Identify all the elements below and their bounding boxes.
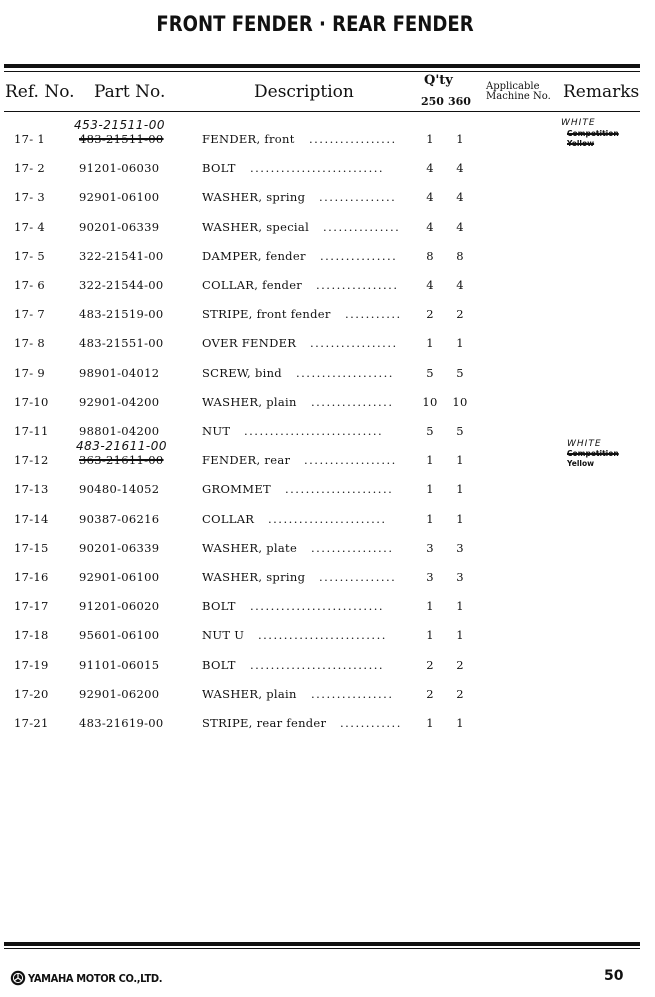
cell-ref-no: 17-18 bbox=[14, 628, 49, 642]
cell-description: BOLT bbox=[202, 658, 236, 672]
cell-part-no: 483-21619-00 bbox=[79, 716, 164, 730]
table-row bbox=[0, 161, 655, 181]
cell-qty-250: 10 bbox=[422, 395, 438, 409]
leader-dots: ............... bbox=[319, 570, 397, 584]
cell-part-no: 90480-14052 bbox=[79, 482, 160, 496]
cell-part-no: 91201-06030 bbox=[79, 161, 160, 175]
footer-company-name: YAMAHA MOTOR CO.,LTD. bbox=[28, 971, 163, 985]
yamaha-logo-icon bbox=[10, 970, 26, 986]
cell-ref-no: 17- 3 bbox=[14, 190, 45, 204]
cell-qty-250: 4 bbox=[426, 161, 434, 175]
cell-qty-250: 3 bbox=[426, 570, 434, 584]
cell-ref-no: 17-21 bbox=[14, 716, 49, 730]
cell-description: OVER FENDER bbox=[202, 336, 297, 350]
header-qty-250: 250 bbox=[421, 95, 444, 108]
cell-description: WASHER, plate bbox=[202, 541, 298, 555]
remark-line1-2: Competition bbox=[567, 449, 619, 458]
header-applicable-line1: Applicable bbox=[486, 81, 540, 92]
cell-qty-360: 1 bbox=[456, 132, 464, 146]
cell-qty-250: 1 bbox=[426, 599, 434, 613]
leader-dots: ........................... bbox=[244, 424, 384, 438]
cell-ref-no: 17-19 bbox=[14, 658, 49, 672]
header-part-no: Part No. bbox=[94, 82, 166, 102]
cell-qty-360: 5 bbox=[456, 366, 464, 380]
leader-dots: ............ bbox=[340, 716, 402, 730]
cell-part-no: 483-21551-00 bbox=[79, 336, 164, 350]
cell-qty-250: 2 bbox=[426, 687, 434, 701]
handwritten-part-17-1: 453-21511-00 bbox=[74, 118, 166, 132]
cell-description: WASHER, special bbox=[202, 220, 310, 234]
cell-qty-250: 1 bbox=[426, 336, 434, 350]
cell-ref-no: 17- 5 bbox=[14, 249, 45, 263]
cell-qty-360: 4 bbox=[456, 190, 464, 204]
cell-part-no: 92901-06100 bbox=[79, 570, 160, 584]
cell-qty-360: 8 bbox=[456, 249, 464, 263]
header-description: Description bbox=[254, 82, 354, 102]
table-row bbox=[0, 336, 655, 356]
cell-description: FENDER, front bbox=[202, 132, 295, 146]
bottom-rule-thick bbox=[4, 942, 640, 946]
leader-dots: ................ bbox=[311, 687, 394, 701]
leader-dots: ................ bbox=[311, 395, 394, 409]
cell-description: WASHER, spring bbox=[202, 570, 306, 584]
cell-part-no: 322-21544-00 bbox=[79, 278, 164, 292]
table-row bbox=[0, 366, 655, 386]
cell-part-no: 363-21611-00 bbox=[79, 453, 164, 467]
remark-line2-2: Yellow bbox=[567, 459, 595, 468]
cell-qty-250: 1 bbox=[426, 453, 434, 467]
cell-qty-360: 1 bbox=[456, 453, 464, 467]
cell-ref-no: 17- 8 bbox=[14, 336, 45, 350]
header-qty: Q'ty bbox=[424, 73, 453, 88]
cell-ref-no: 17-11 bbox=[14, 424, 49, 438]
table-row bbox=[0, 599, 655, 619]
remark-handwritten-1: WHITE bbox=[561, 118, 596, 128]
cell-description: WASHER, plain bbox=[202, 395, 297, 409]
remark-line1-1: Competition bbox=[567, 129, 619, 138]
table-row bbox=[0, 129, 655, 152]
cell-qty-360: 1 bbox=[456, 628, 464, 642]
cell-qty-360: 2 bbox=[456, 687, 464, 701]
cell-ref-no: 17-20 bbox=[14, 687, 49, 701]
leader-dots: ............... bbox=[323, 220, 401, 234]
leader-dots: ................. bbox=[310, 336, 398, 350]
cell-qty-250: 2 bbox=[426, 307, 434, 321]
table-row bbox=[0, 658, 655, 678]
cell-ref-no: 17-13 bbox=[14, 482, 49, 496]
leader-dots: ................ bbox=[311, 541, 394, 555]
page-title: FRONT FENDER · REAR FENDER bbox=[156, 12, 474, 36]
cell-part-no: 90201-06339 bbox=[79, 541, 160, 555]
cell-ref-no: 17-14 bbox=[14, 512, 49, 526]
table-row bbox=[0, 395, 655, 415]
cell-qty-250: 1 bbox=[426, 716, 434, 730]
cell-ref-no: 17- 7 bbox=[14, 307, 45, 321]
cell-part-no: 98801-04200 bbox=[79, 424, 160, 438]
cell-part-no: 92901-06100 bbox=[79, 190, 160, 204]
leader-dots: ..................... bbox=[285, 482, 394, 496]
table-row bbox=[0, 482, 655, 502]
remark-handwritten-2: WHITE bbox=[567, 439, 602, 449]
cell-description: COLLAR bbox=[202, 512, 255, 526]
leader-dots: .......................... bbox=[250, 599, 385, 613]
leader-dots: .......................... bbox=[250, 161, 385, 175]
leader-dots: ................... bbox=[296, 366, 394, 380]
table-row bbox=[0, 249, 655, 269]
cell-qty-250: 1 bbox=[426, 482, 434, 496]
table-row bbox=[0, 307, 655, 327]
cell-part-no: 92901-04200 bbox=[79, 395, 160, 409]
cell-ref-no: 17- 6 bbox=[14, 278, 45, 292]
handwritten-part-17-12: 483-21611-00 bbox=[76, 439, 168, 453]
cell-qty-360: 4 bbox=[456, 161, 464, 175]
cell-part-no: 90387-06216 bbox=[79, 512, 160, 526]
cell-description: BOLT bbox=[202, 599, 236, 613]
leader-dots: ................ bbox=[316, 278, 399, 292]
cell-ref-no: 17-16 bbox=[14, 570, 49, 584]
cell-description: DAMPER, fender bbox=[202, 249, 306, 263]
cell-qty-360: 2 bbox=[456, 658, 464, 672]
cell-qty-360: 4 bbox=[456, 220, 464, 234]
cell-ref-no: 17- 2 bbox=[14, 161, 45, 175]
cell-description: STRIPE, rear fender bbox=[202, 716, 327, 730]
table-row bbox=[0, 190, 655, 210]
cell-qty-250: 4 bbox=[426, 278, 434, 292]
cell-description: WASHER, spring bbox=[202, 190, 306, 204]
cell-description: BOLT bbox=[202, 161, 236, 175]
cell-part-no: 322-21541-00 bbox=[79, 249, 164, 263]
cell-qty-250: 1 bbox=[426, 628, 434, 642]
cell-qty-250: 1 bbox=[426, 132, 434, 146]
cell-ref-no: 17-17 bbox=[14, 599, 49, 613]
remark-line2-1: Yellow bbox=[567, 139, 595, 148]
leader-dots: .......................... bbox=[250, 658, 385, 672]
cell-description: SCREW, bind bbox=[202, 366, 282, 380]
cell-qty-250: 5 bbox=[426, 424, 434, 438]
table-row bbox=[0, 453, 655, 473]
cell-ref-no: 17- 1 bbox=[14, 132, 45, 146]
cell-description: GROMMET bbox=[202, 482, 271, 496]
cell-qty-360: 1 bbox=[456, 599, 464, 613]
header-qty-360: 360 bbox=[448, 95, 471, 108]
cell-qty-360: 1 bbox=[456, 482, 464, 496]
cell-qty-360: 1 bbox=[456, 512, 464, 526]
cell-description: WASHER, plain bbox=[202, 687, 297, 701]
cell-qty-250: 4 bbox=[426, 220, 434, 234]
table-row bbox=[0, 687, 655, 707]
cell-description: COLLAR, fender bbox=[202, 278, 303, 292]
leader-dots: ......................... bbox=[258, 628, 387, 642]
top-rule-thick bbox=[4, 64, 640, 68]
cell-ref-no: 17- 4 bbox=[14, 220, 45, 234]
leader-dots: .................. bbox=[304, 453, 397, 467]
footer-company bbox=[10, 968, 177, 988]
cell-part-no: 91201-06020 bbox=[79, 599, 160, 613]
cell-qty-360: 4 bbox=[456, 278, 464, 292]
bottom-rule-thin bbox=[4, 948, 640, 949]
cell-part-no: 98901-04012 bbox=[79, 366, 160, 380]
header-applicable bbox=[486, 82, 551, 102]
leader-dots: ............... bbox=[320, 249, 398, 263]
cell-part-no: 91101-06015 bbox=[79, 658, 160, 672]
cell-description: FENDER, rear bbox=[202, 453, 291, 467]
cell-qty-360: 2 bbox=[456, 307, 464, 321]
cell-qty-360: 5 bbox=[456, 424, 464, 438]
leader-dots: ................. bbox=[309, 132, 397, 146]
cell-qty-250: 4 bbox=[426, 190, 434, 204]
cell-part-no: 92901-06200 bbox=[79, 687, 160, 701]
header-applicable-line2: Machine No. bbox=[486, 91, 551, 102]
cell-qty-360: 1 bbox=[456, 716, 464, 730]
table-row bbox=[0, 220, 655, 240]
cell-qty-250: 5 bbox=[426, 366, 434, 380]
header-rule bbox=[4, 111, 640, 112]
cell-qty-360: 1 bbox=[456, 336, 464, 350]
cell-ref-no: 17-15 bbox=[14, 541, 49, 555]
header-ref-no: Ref. No. bbox=[5, 82, 75, 102]
top-rule-thin bbox=[4, 71, 640, 72]
page-number: 50 bbox=[604, 968, 624, 984]
table-row bbox=[0, 716, 655, 736]
header-remarks: Remarks bbox=[563, 82, 640, 102]
table-row bbox=[0, 541, 655, 561]
leader-dots: ............... bbox=[319, 190, 397, 204]
cell-ref-no: 17-10 bbox=[14, 395, 49, 409]
cell-part-no: 483-21519-00 bbox=[79, 307, 164, 321]
cell-description: NUT bbox=[202, 424, 231, 438]
cell-qty-360: 3 bbox=[456, 541, 464, 555]
cell-qty-250: 1 bbox=[426, 512, 434, 526]
cell-qty-360: 10 bbox=[452, 395, 468, 409]
cell-description: NUT U bbox=[202, 628, 245, 642]
table-row bbox=[0, 628, 655, 648]
table-row bbox=[0, 278, 655, 298]
leader-dots: ........... bbox=[345, 307, 402, 321]
cell-qty-250: 3 bbox=[426, 541, 434, 555]
cell-qty-250: 8 bbox=[426, 249, 434, 263]
cell-part-no: 90201-06339 bbox=[79, 220, 160, 234]
cell-qty-360: 3 bbox=[456, 570, 464, 584]
cell-description: STRIPE, front fender bbox=[202, 307, 331, 321]
cell-part-no: 95601-06100 bbox=[79, 628, 160, 642]
table-row bbox=[0, 512, 655, 532]
table-row bbox=[0, 570, 655, 590]
cell-ref-no: 17-12 bbox=[14, 453, 49, 467]
leader-dots: ....................... bbox=[268, 512, 387, 526]
cell-ref-no: 17- 9 bbox=[14, 366, 45, 380]
cell-qty-250: 2 bbox=[426, 658, 434, 672]
cell-part-no: 483-21511-00 bbox=[79, 132, 164, 146]
